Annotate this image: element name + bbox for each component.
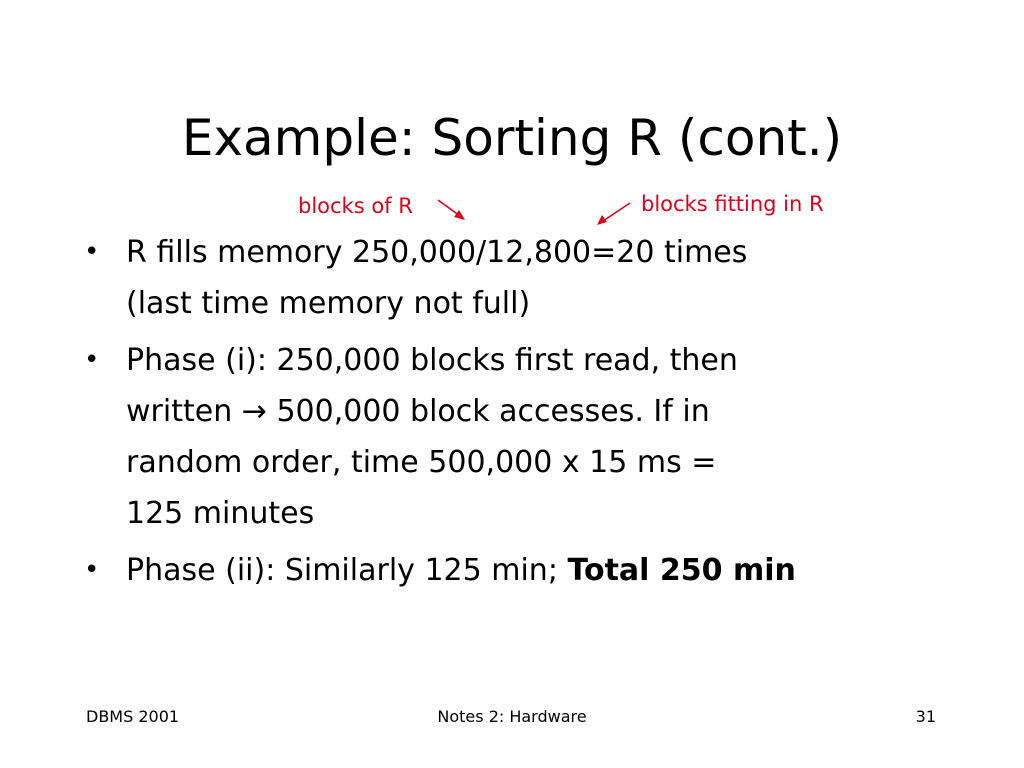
bullet-text-segment: 500,000 block accesses. If in (276, 394, 710, 429)
slide-title: Example: Sorting R (cont.) (181, 109, 843, 167)
footer-section: Notes 2: Hardware (437, 707, 587, 726)
right-arrow-icon: → (241, 394, 267, 429)
bullet-text-line: R fills memory 250,000/12,800=20 times (126, 235, 748, 270)
footer-page-number: 31 (915, 707, 936, 726)
arrow-to-blocks-of-r (438, 200, 465, 220)
footer-course: DBMS 2001 (86, 707, 180, 726)
bullet-text-line-with-arrow (126, 386, 944, 437)
bullet-list (84, 227, 944, 602)
bullet-text-line: (last time memory not full) (126, 286, 531, 321)
bullet-text-line: 125 minutes (126, 496, 315, 531)
bullet-item-fill-memory (84, 227, 944, 329)
bullet-text-segment: written (126, 394, 233, 429)
bullet-text-line: random order, time 500,000 x 15 ms = (126, 445, 717, 480)
annotation-blocks-of-r: blocks of R (298, 194, 413, 218)
bullet-dot-icon: • (84, 237, 100, 267)
total-time-emphasis: Total 250 min (567, 553, 796, 588)
annotation-blocks-fitting-in-r: blocks fitting in R (641, 192, 824, 216)
bullet-text-line: Phase (i): 250,000 blocks first read, then (126, 343, 738, 378)
bullet-text-line (126, 545, 944, 596)
bullet-dot-icon: • (84, 345, 100, 375)
bullet-text-segment: Phase (ii): Similarly 125 min; (126, 553, 558, 588)
bullet-item-phase-ii (84, 545, 944, 596)
bullet-item-phase-i (84, 335, 944, 539)
arrow-to-blocks-fitting-in-r (597, 203, 630, 225)
bullet-dot-icon: • (84, 555, 100, 585)
